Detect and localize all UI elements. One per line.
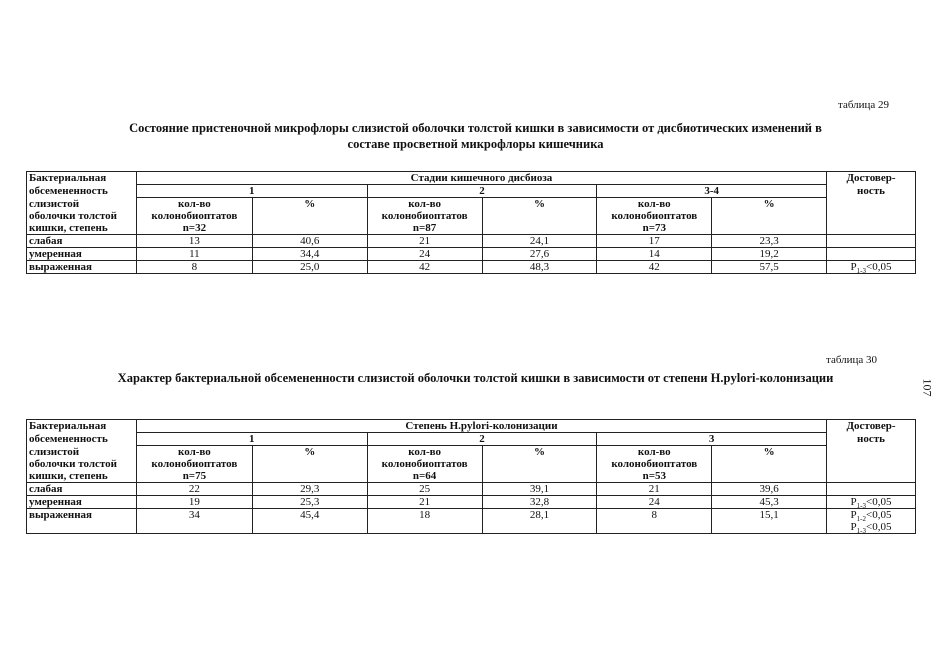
row-label: умеренная	[27, 496, 137, 509]
cell: 22	[136, 483, 252, 496]
cell: 19,2	[712, 248, 827, 261]
count-header-3: кол-во колонобиоптатов n=73	[597, 198, 712, 235]
cell: 13	[136, 235, 252, 248]
cell: 8	[136, 261, 252, 274]
cell: 40,6	[252, 235, 367, 248]
p-value: $P_{1-2}<0,05$	[850, 509, 892, 524]
row-label: слабая	[27, 483, 137, 496]
cell: 25	[367, 483, 482, 496]
cell: 21	[367, 235, 482, 248]
row-header-lines-3-5: слизистой оболочки толстой кишки, степень	[27, 446, 137, 483]
group-label-3: 3-4	[597, 185, 827, 198]
row-header-line-1: Бактериальная	[27, 172, 137, 185]
reliability-header-empty	[827, 446, 916, 483]
table-row	[27, 483, 916, 496]
table-29-label: таблица 29	[838, 99, 890, 111]
cell: 32,8	[482, 496, 597, 509]
percent-header-2: %	[482, 198, 597, 235]
table-row	[27, 261, 916, 274]
cell: 24	[367, 248, 482, 261]
table-29	[26, 171, 916, 274]
percent-header-3: %	[712, 446, 827, 483]
cell: 42	[367, 261, 482, 274]
cell: 39,6	[712, 483, 827, 496]
count-header-3: кол-во колонобиоптатов n=53	[597, 446, 712, 483]
reliability-cell	[827, 483, 916, 496]
percent-header-1: %	[252, 198, 367, 235]
cell: 28,1	[482, 509, 597, 534]
count-header-2: кол-во колонобиоптатов n=64	[367, 446, 482, 483]
table-row	[27, 496, 916, 509]
count-header-1: кол-во колонобиоптатов n=75	[136, 446, 252, 483]
reliability-cell	[827, 261, 916, 274]
row-label: выраженная	[27, 261, 137, 274]
cell: 24,1	[482, 235, 597, 248]
cell: 42	[597, 261, 712, 274]
group-header: Стадии кишечного дисбиоза	[136, 172, 826, 185]
table-row	[27, 509, 916, 534]
reliability-cell	[827, 496, 916, 509]
cell: 19	[136, 496, 252, 509]
cell: 23,3	[712, 235, 827, 248]
page-number: 107	[920, 378, 935, 397]
percent-header-3: %	[712, 198, 827, 235]
table-30-title: Характер бактериальной обсемененности слизистой оболочки толстой кишки в зависимости от степени H.pylori-колонизации	[117, 371, 834, 385]
cell: 17	[597, 235, 712, 248]
group-label-3: 3	[597, 433, 827, 446]
cell: 34	[136, 509, 252, 534]
count-header-2: кол-во колонобиоптатов n=87	[367, 198, 482, 235]
group-label-2: 2	[367, 433, 597, 446]
cell: 21	[597, 483, 712, 496]
row-header-lines-3-5: слизистой оболочки толстой кишки, степень	[27, 198, 137, 235]
percent-header-1: %	[252, 446, 367, 483]
cell: 45,3	[712, 496, 827, 509]
p-value: $P_{1-3}<0,05$	[850, 261, 892, 276]
cell: 24	[597, 496, 712, 509]
reliability-header-line-2: ность	[827, 433, 916, 446]
cell: 45,4	[252, 509, 367, 534]
cell: 29,3	[252, 483, 367, 496]
row-label: умеренная	[27, 248, 137, 261]
cell: 27,6	[482, 248, 597, 261]
row-header-line-2: обсемененность	[27, 433, 137, 446]
p-value: $P_{1-3}<0,05$	[850, 496, 892, 511]
percent-header-2: %	[482, 446, 597, 483]
reliability-header-line-1: Достовер-	[827, 172, 916, 185]
table-30-label: таблица 30	[826, 354, 878, 366]
reliability-cell	[827, 509, 916, 534]
row-header-line-1: Бактериальная	[27, 420, 137, 433]
group-header: Степень H.pylori-колонизации	[136, 420, 826, 433]
reliability-header-line-1: Достовер-	[827, 420, 916, 433]
row-label: слабая	[27, 235, 137, 248]
table-29-title-line-2: составе просветной микрофлоры кишечника	[347, 137, 604, 151]
table-30	[26, 419, 916, 534]
group-label-1: 1	[136, 185, 367, 198]
cell: 34,4	[252, 248, 367, 261]
cell: 11	[136, 248, 252, 261]
cell: 25,0	[252, 261, 367, 274]
cell: 48,3	[482, 261, 597, 274]
cell: 57,5	[712, 261, 827, 274]
table-29-title-line-1: Состояние пристеночной микрофлоры слизистой оболочки толстой кишки в зависимости от дисбиотических изменений в	[129, 121, 822, 135]
cell: 25,3	[252, 496, 367, 509]
reliability-header-line-2: ность	[827, 185, 916, 198]
cell: 39,1	[482, 483, 597, 496]
reliability-header-empty	[827, 198, 916, 235]
group-label-2: 2	[367, 185, 597, 198]
reliability-cell	[827, 248, 916, 261]
cell: 14	[597, 248, 712, 261]
group-label-1: 1	[136, 433, 367, 446]
cell: 21	[367, 496, 482, 509]
count-header-1: кол-во колонобиоптатов n=32	[136, 198, 252, 235]
cell: 18	[367, 509, 482, 534]
table-row	[27, 235, 916, 248]
cell: 15,1	[712, 509, 827, 534]
cell: 8	[597, 509, 712, 534]
row-header-line-2: обсемененность	[27, 185, 137, 198]
row-label: выраженная	[27, 509, 137, 534]
reliability-cell	[827, 235, 916, 248]
p-value: $P_{1-3}<0,05$	[850, 521, 892, 536]
table-row	[27, 248, 916, 261]
